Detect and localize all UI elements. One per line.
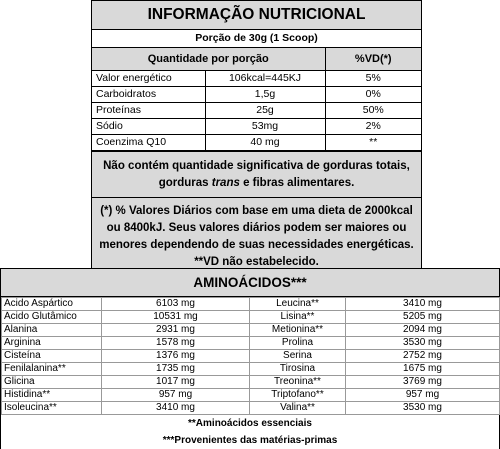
amino-amount: 5205 mg	[346, 311, 500, 324]
nutrition-row	[92, 135, 421, 151]
amino-amount: 1675 mg	[346, 363, 500, 376]
nutrition-title: INFORMAÇÃO NUTRICIONAL	[92, 1, 421, 30]
amino-amount: 1578 mg	[102, 337, 250, 350]
header-quantity: Quantidade por porção	[92, 48, 325, 71]
nutrient-vd: 50%	[325, 103, 421, 119]
amino-amount: 1376 mg	[102, 350, 250, 363]
amino-amount: 10531 mg	[102, 311, 250, 324]
amino-amount: 3769 mg	[346, 376, 500, 389]
note-fats	[92, 151, 421, 198]
nutrient-vd: **	[325, 135, 421, 151]
amino-amount: 3530 mg	[346, 337, 500, 350]
nutrient-name: Valor energético	[92, 71, 205, 87]
amino-row	[2, 363, 500, 376]
nutrient-vd: 0%	[325, 87, 421, 103]
amino-name: Isoleucina**	[2, 402, 102, 415]
amino-row	[2, 402, 500, 415]
amino-row	[2, 298, 500, 311]
amino-name: Serina	[250, 350, 346, 363]
amino-name: Treonina**	[250, 376, 346, 389]
nutrition-row	[92, 87, 421, 103]
nutrition-header-row	[92, 48, 421, 71]
note-fats-trans: trans	[211, 177, 240, 189]
nutrient-name: Proteínas	[92, 103, 205, 119]
amino-name: Tirosina	[250, 363, 346, 376]
amino-name: Valina**	[250, 402, 346, 415]
nutrient-amount: 25g	[205, 103, 325, 119]
nutrient-amount: 1,5g	[205, 87, 325, 103]
amino-amount: 1017 mg	[102, 376, 250, 389]
nutrient-amount: 106kcal=445KJ	[205, 71, 325, 87]
amino-row	[2, 311, 500, 324]
amino-name: Arginina	[2, 337, 102, 350]
note-daily-values: (*) % Valores Diários com base em uma dieta de 2000kcal ou 8400kJ. Seus valores diários podem ser maiores ou menores dependendo de suas necessidades energéticas. **VD não estabelecido.	[92, 198, 421, 276]
amino-name: Leucina**	[250, 298, 346, 311]
amino-amount: 2931 mg	[102, 324, 250, 337]
nutrient-amount: 53mg	[205, 119, 325, 135]
amino-row	[2, 350, 500, 363]
amino-name: Triptofano**	[250, 389, 346, 402]
portion-size: Porção de 30g (1 Scoop)	[92, 30, 421, 48]
nutrition-facts-panel	[91, 0, 422, 277]
amino-name: Ácido Glutâmico	[2, 311, 102, 324]
amino-name: Glicina	[2, 376, 102, 389]
nutrient-name: Carboidratos	[92, 87, 205, 103]
nutrient-name: Coenzima Q10	[92, 135, 205, 151]
amino-name: Metionina**	[250, 324, 346, 337]
amino-name: Histidina**	[2, 389, 102, 402]
amino-table	[1, 297, 500, 415]
amino-amount: 2094 mg	[346, 324, 500, 337]
footnote-source: ***Provenientes das matérias-primas	[162, 435, 338, 446]
nutrition-table	[92, 48, 421, 151]
amino-acids-panel	[0, 268, 500, 449]
nutrient-vd: 5%	[325, 71, 421, 87]
amino-amount: 957 mg	[346, 389, 500, 402]
amino-amount: 3530 mg	[346, 402, 500, 415]
amino-amount: 3410 mg	[346, 298, 500, 311]
footnote-essential: **Aminoácidos essenciais	[188, 418, 312, 429]
note-fats-a: Não contém quantidade significativa de gorduras totais, gorduras	[103, 160, 410, 189]
amino-amount: 6103 mg	[102, 298, 250, 311]
note-fats-b: e fibras alimentares.	[239, 177, 355, 189]
amino-name: Prolina	[250, 337, 346, 350]
amino-row	[2, 376, 500, 389]
nutrition-row	[92, 119, 421, 135]
amino-name: Alanina	[2, 324, 102, 337]
amino-name: Lisina**	[250, 311, 346, 324]
amino-row	[2, 337, 500, 350]
nutrition-row	[92, 71, 421, 87]
nutrient-vd: 2%	[325, 119, 421, 135]
amino-title: AMINOÁCIDOS***	[1, 269, 499, 297]
amino-name: Cisteína	[2, 350, 102, 363]
amino-amount: 2752 mg	[346, 350, 500, 363]
nutrient-amount: 40 mg	[205, 135, 325, 151]
nutrient-name: Sódio	[92, 119, 205, 135]
amino-row	[2, 324, 500, 337]
amino-name: Fenilalanina**	[2, 363, 102, 376]
header-vd: %VD(*)	[325, 48, 421, 71]
amino-name: Ácido Aspártico	[2, 298, 102, 311]
amino-amount: 1735 mg	[102, 363, 250, 376]
amino-row	[2, 389, 500, 402]
amino-amount: 957 mg	[102, 389, 250, 402]
nutrition-row	[92, 103, 421, 119]
amino-amount: 3410 mg	[102, 402, 250, 415]
